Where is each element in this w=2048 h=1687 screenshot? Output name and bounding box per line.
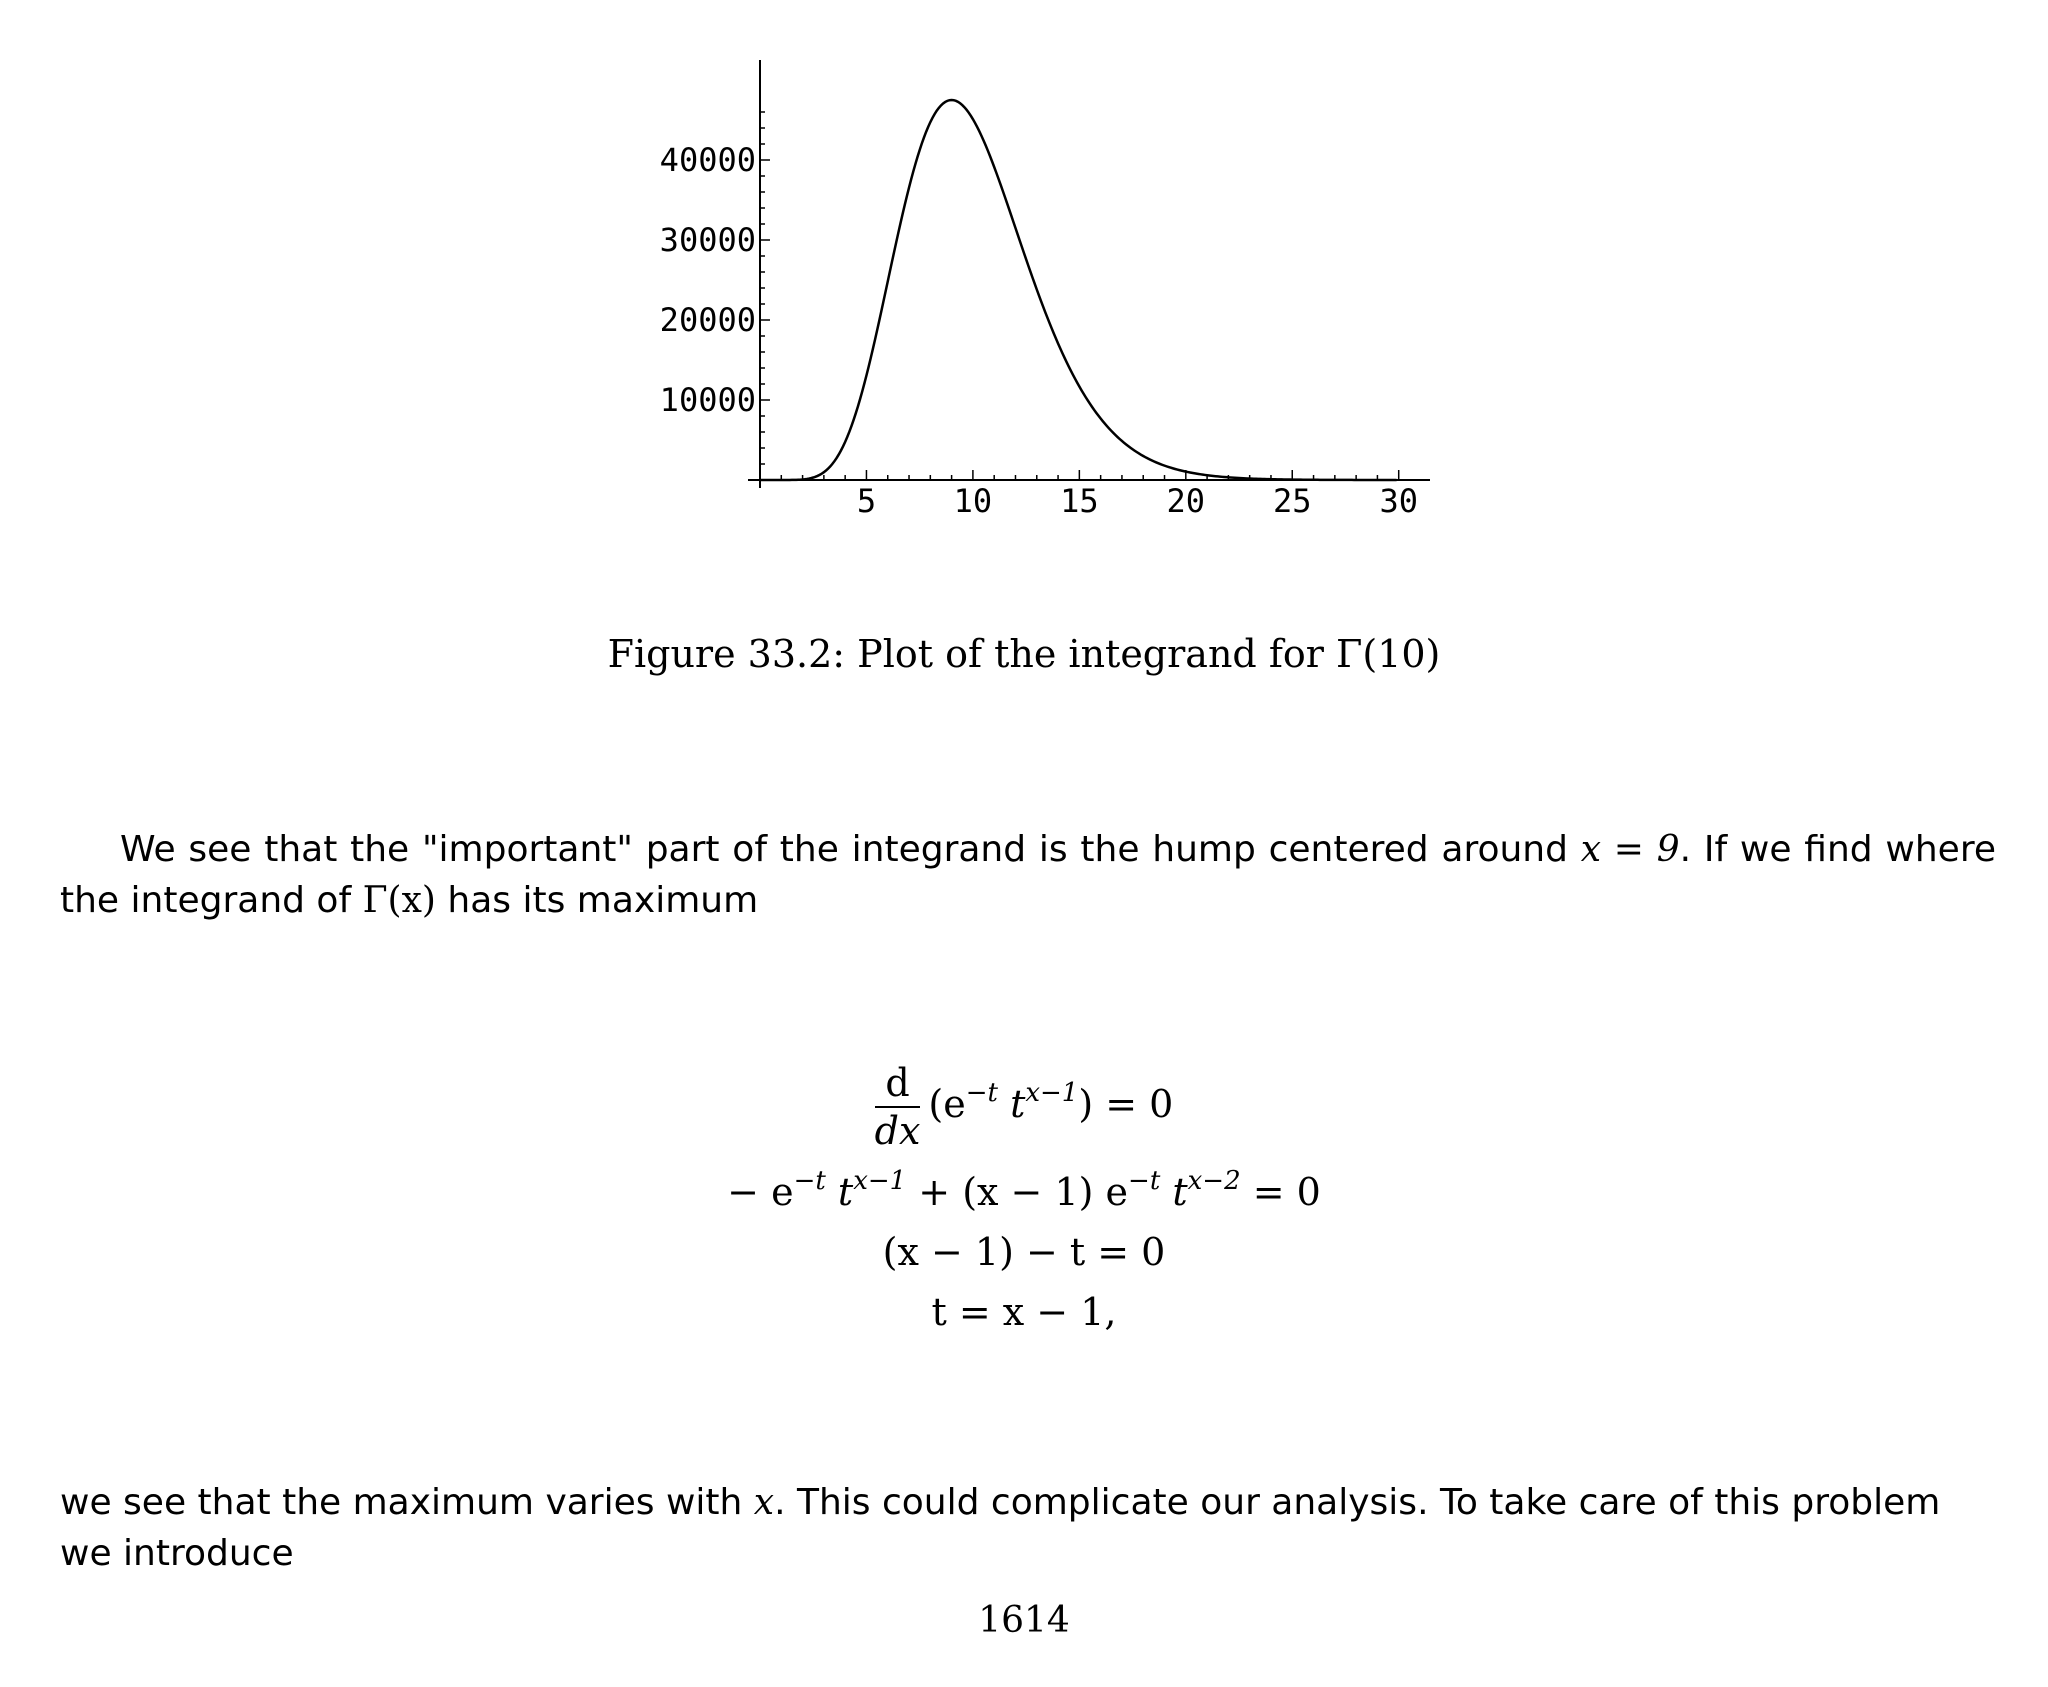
paragraph-2: [60, 1477, 1996, 1579]
paragraph-1-math-b: Γ(x): [362, 880, 436, 921]
integrand-plot-svg: [560, 40, 1520, 540]
equation-simplified: (x − 1) − t = 0: [882, 1230, 1166, 1274]
paragraph-1-text-a: We see that the "important" part of the integrand is the hump centered around: [120, 829, 1581, 870]
y-tick-label: 10000: [659, 381, 756, 419]
equation-result: t = x − 1,: [931, 1290, 1117, 1334]
x-tick-label: 30: [1379, 482, 1418, 520]
y-tick-label: 20000: [659, 301, 756, 339]
paragraph-1-math-a: x = 9: [1580, 829, 1680, 870]
x-tick-label: 20: [1166, 482, 1206, 520]
page-number: 1614: [978, 1600, 1070, 1641]
x-tick-label: 15: [1060, 482, 1099, 520]
integrand-curve: [760, 100, 1397, 480]
equation-derivative: [0, 1060, 2048, 1154]
x-tick-label: 5: [856, 482, 877, 520]
paragraph-1-text-b: . If we find where the integrand of: [60, 829, 1996, 921]
paragraph-1: [60, 824, 1996, 926]
equation-derivative-rest: ($e^{-t}$ $t^{x-1}) = 0$: [928, 1077, 1174, 1126]
fraction-numerator: d: [875, 1060, 921, 1108]
figure-caption: Figure 33.2: Plot of the integrand for Γ(10): [607, 632, 1441, 676]
x-tick-label: 10: [953, 482, 993, 520]
fraction-denominator: dx: [874, 1109, 921, 1153]
equation-expanded: − $e^{-t}$ $t^{x-1} + (x - 1)$ $e^{-t}$ $t^{x-2} = 0$: [727, 1166, 1321, 1214]
paragraph-1-text-c: has its maximum: [435, 880, 759, 921]
paragraph-2-text-b: . This could complicate our analysis. To take care of this problem we introduce: [60, 1482, 1941, 1574]
y-tick-label: 30000: [659, 221, 756, 259]
paragraph-2-text-a: we see that the maximum varies with: [60, 1482, 754, 1523]
y-tick-label: 40000: [659, 141, 756, 179]
paragraph-2-math-a: x: [753, 1482, 775, 1523]
x-tick-label: 25: [1272, 482, 1312, 520]
integrand-chart: [560, 40, 1520, 540]
derivative-fraction: [875, 1060, 921, 1154]
